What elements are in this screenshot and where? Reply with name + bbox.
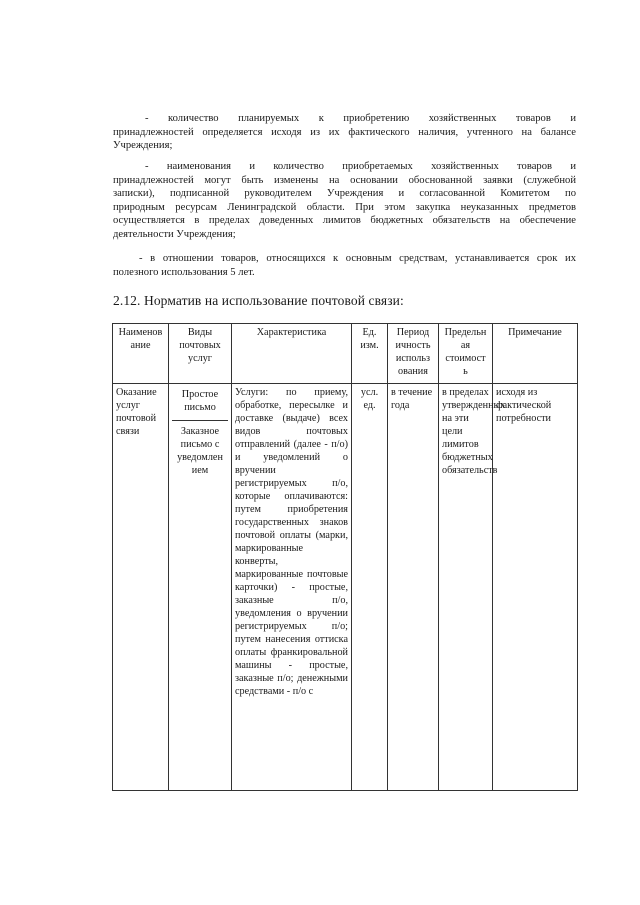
paragraph-fixed-assets [113,252,576,279]
header-period: Период ичность использ ования [388,324,439,384]
paragraph-line: деятельности Учреждения; [113,228,236,240]
paragraph-line: природным ресурсам Ленинградской области. При этом закупка неуказанных предметов [113,201,576,213]
paragraph-line: принадлежностей могут быть изменены на основании обоснованной заявки (служебной [113,174,576,186]
cell-period: в течение года [388,384,439,791]
paragraph-line: полезного использования 5 лет. [113,266,255,278]
cell-name: Оказание услуг почтовой связи [113,384,169,791]
header-name: Наименов ание [113,324,169,384]
header-service-types: Виды почтовых услуг [169,324,232,384]
cell-note: исходя из фактической потребности [493,384,578,791]
paragraph-line: - количество планируемых к приобретению хозяйственных товаров и [145,113,576,124]
paragraph-line: осуществляется в пределах доведенных лимитов бюджетных обязательств на обеспечение [113,215,576,227]
table-header-row [113,324,578,384]
header-limit: Предельн ая стоимост ь [439,324,493,384]
header-unit: Ед. изм. [352,324,388,384]
paragraph-line: принадлежностей определяется исходя из их фактического наличия, учтенного на балансе [113,126,576,138]
paragraph-line: - в отношении товаров, относящихся к основным средствам, устанавливается срок их [139,253,576,264]
section-heading: 2.12. Норматив на использование почтовой связи: [113,293,404,308]
header-characteristic: Характеристика [232,324,352,384]
paragraph-goods-quantity [113,112,576,153]
service-registered-letter: Заказное письмо с уведомлен ием [172,420,228,483]
cell-service-types [169,384,232,791]
cell-characteristic: Услуги: по приему, обработке, пересылке и доставке (выдаче) всех видов почтовых отправлений (далее - п/о) и уведомлений о вручении регистрируемых п/о, которые оплачиваются: путем приобретения государственных знаков почтовой оплаты (марки, маркированные конверты, маркированные почтовые карточки) - простые, заказные п/о, уведомления о вручении регистрируемых п/о; путем нанесения оттиска оплаты франкировальной машины - простые, заказные п/о; денежными средствами - п/о с [232,384,352,791]
paragraph-line: - наименования и количество приобретаемых хозяйственных товаров и [145,161,576,172]
postal-norm-table [112,323,578,791]
header-note: Примечание [493,324,578,384]
cell-unit: усл. ед. [352,384,388,791]
table-row [113,384,578,791]
cell-limit: в пределах утвержденных на эти цели лимитов бюджетных обязательств [439,384,493,791]
paragraph-goods-changes [113,160,576,242]
service-simple-letter: Простое письмо [181,389,219,413]
paragraph-line: записки), подписанной руководителем Учреждения и согласованной Комитетом по [113,188,576,200]
paragraph-line: Учреждения; [113,140,173,152]
